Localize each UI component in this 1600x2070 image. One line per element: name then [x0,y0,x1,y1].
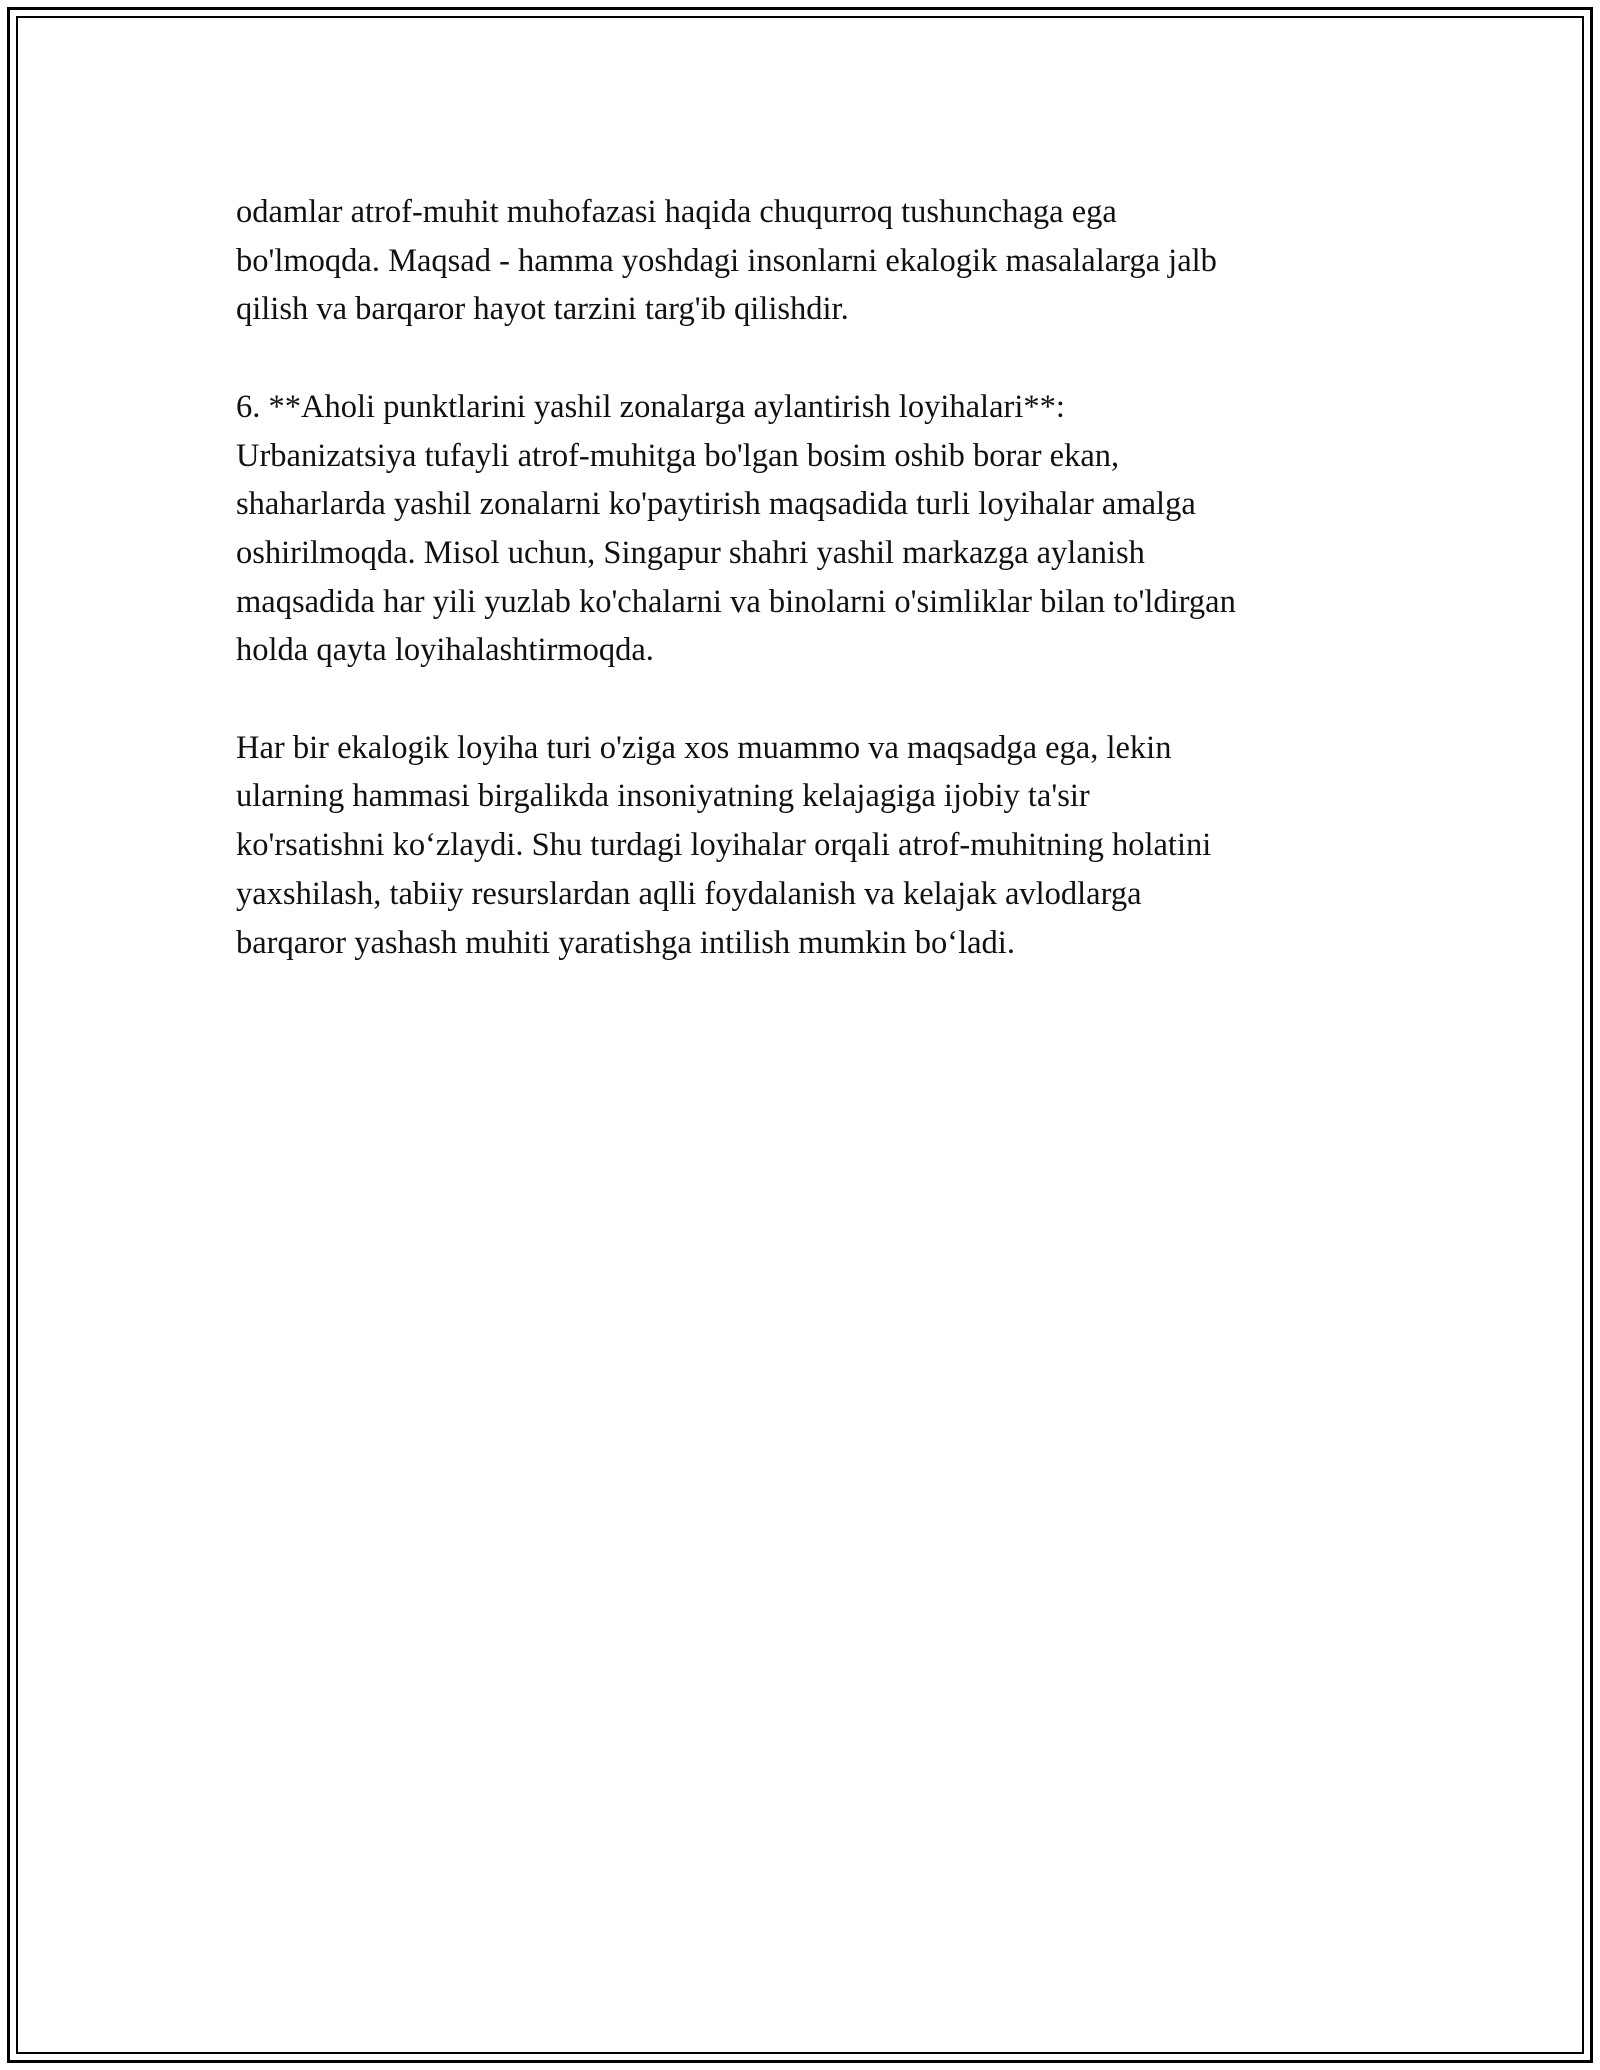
text-line: shaharlarda yashil zonalarni ko'paytirish maqsadida turli loyihalar amalga [236,486,1196,523]
text-line: Har bir ekalogik loyiha turi o'ziga xos muammo va maqsadga ega, lekin [236,729,1172,766]
text-line: ko'rsatishni ko‘zlaydi. Shu turdagi loyihalar orqali atrof-muhitning holatini [236,827,1212,864]
text-line: yaxshilash, tabiiy resurslardan aqlli foydalanish va kelajak avlodlarga [236,875,1142,912]
text-line: bo'lmoqda. Maqsad - hamma yoshdagi insonlarni ekalogik masalalarga jalb [236,242,1217,279]
text-line: Urbanizatsiya tufayli atrof-muhitga bo'lgan bosim oshib borar ekan, [236,437,1120,474]
text-line: odamlar atrof-muhit muhofazasi haqida chuqurroq tushunchaga ega [236,194,1117,230]
text-line: holda qayta loyihalashtirmoqda. [236,632,654,669]
paragraph-intro-continuation [236,188,1386,334]
text-line: oshirilmoqda. Misol uchun, Singapur shahri yashil markazga aylanish [236,534,1145,571]
paragraph-conclusion [236,724,1386,968]
text-line: barqaror yashash muhiti yaratishga intilish mumkin bo‘ladi. [236,924,1015,961]
paragraph-green-zones [236,383,1386,675]
text-line: 6. **Aholi punktlarini yashil zonalarga aylantirish loyihalari**: [236,388,1065,425]
text-line: qilish va barqaror hayot tarzini targ'ib qilishdir. [236,291,849,328]
document-body [236,188,1386,1016]
text-line: ularning hammasi birgalikda insoniyatning kelajagiga ijobiy ta'sir [236,778,1090,815]
text-line: maqsadida har yili yuzlab ko'chalarni va binolarni o'simliklar bilan to'ldirgan [236,583,1236,620]
